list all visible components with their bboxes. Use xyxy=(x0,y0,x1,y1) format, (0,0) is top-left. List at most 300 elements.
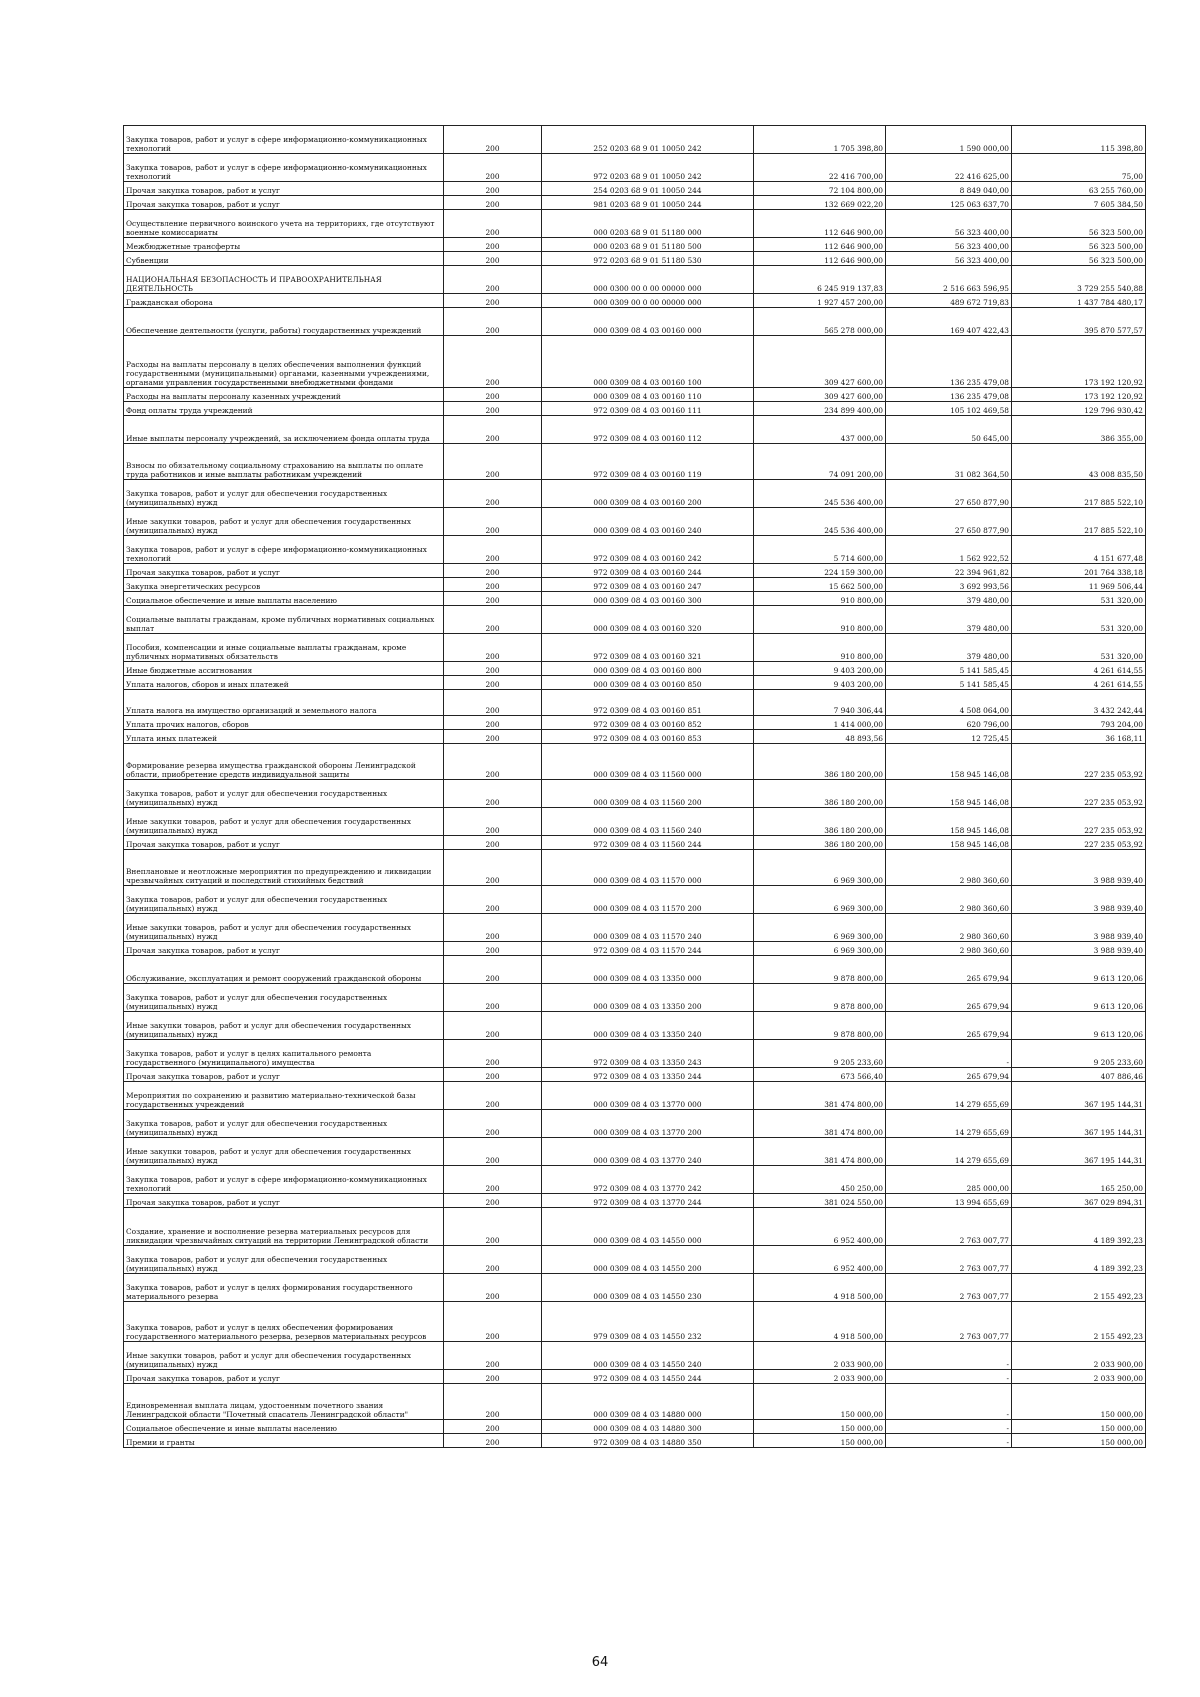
budget-class-code-cell: 000 0203 68 9 01 51180 000 xyxy=(542,210,754,238)
executed-amount-cell: 5 141 585,45 xyxy=(886,676,1012,690)
unexecuted-amount-cell: 3 988 939,40 xyxy=(1012,850,1146,886)
executed-amount-cell: 14 279 655,69 xyxy=(886,1138,1012,1166)
approved-amount-cell: 2 033 900,00 xyxy=(754,1370,886,1384)
executed-amount-cell: 379 480,00 xyxy=(886,606,1012,634)
table-row xyxy=(124,1138,1146,1166)
line-code-cell: 200 xyxy=(444,1302,542,1342)
budget-class-code-cell: 972 0309 08 4 03 14550 244 xyxy=(542,1370,754,1384)
unexecuted-amount-cell: 9 613 120,06 xyxy=(1012,956,1146,984)
executed-amount-cell: 158 945 146,08 xyxy=(886,808,1012,836)
row-name-cell: Внеплановые и неотложные мероприятия по предупреждению и ликвидации чрезвычайных ситуаций и последствий стихийных бедствий xyxy=(124,850,444,886)
executed-amount-cell: 2 980 360,60 xyxy=(886,942,1012,956)
table-row xyxy=(124,836,1146,850)
unexecuted-amount-cell: 367 195 144,31 xyxy=(1012,1110,1146,1138)
row-name-cell: Создание, хранение и восполнение резерва материальных ресурсов для ликвидации чрезвычайных ситуаций на территории Ленинградской области xyxy=(124,1208,444,1246)
table-row xyxy=(124,850,1146,886)
table-row xyxy=(124,716,1146,730)
table-row xyxy=(124,416,1146,444)
row-name-cell: Иные закупки товаров, работ и услуг для обеспечения государственных (муниципальных) нужд xyxy=(124,914,444,942)
line-code-cell: 200 xyxy=(444,336,542,388)
row-name-cell: Прочая закупка товаров, работ и услуг xyxy=(124,836,444,850)
budget-class-code-cell: 252 0203 68 9 01 10050 242 xyxy=(542,126,754,154)
executed-amount-cell: 265 679,94 xyxy=(886,984,1012,1012)
approved-amount-cell: 450 250,00 xyxy=(754,1166,886,1194)
unexecuted-amount-cell: 4 151 677,48 xyxy=(1012,536,1146,564)
table-row xyxy=(124,1420,1146,1434)
line-code-cell: 200 xyxy=(444,1274,542,1302)
budget-class-code-cell: 000 0309 08 4 03 11560 000 xyxy=(542,744,754,780)
line-code-cell: 200 xyxy=(444,780,542,808)
table-row xyxy=(124,1012,1146,1040)
line-code-cell: 200 xyxy=(444,606,542,634)
line-code-cell: 200 xyxy=(444,578,542,592)
approved-amount-cell: 910 800,00 xyxy=(754,634,886,662)
table-row xyxy=(124,1110,1146,1138)
executed-amount-cell: 265 679,94 xyxy=(886,1012,1012,1040)
budget-class-code-cell: 000 0309 00 0 00 00000 000 xyxy=(542,294,754,308)
approved-amount-cell: 48 893,56 xyxy=(754,730,886,744)
executed-amount-cell: 13 994 655,69 xyxy=(886,1194,1012,1208)
approved-amount-cell: 1 927 457 200,00 xyxy=(754,294,886,308)
budget-class-code-cell: 972 0309 08 4 03 13350 243 xyxy=(542,1040,754,1068)
row-name-cell: Прочая закупка товаров, работ и услуг xyxy=(124,942,444,956)
unexecuted-amount-cell: 367 195 144,31 xyxy=(1012,1082,1146,1110)
approved-amount-cell: 15 662 500,00 xyxy=(754,578,886,592)
unexecuted-amount-cell: 173 192 120,92 xyxy=(1012,388,1146,402)
unexecuted-amount-cell: 115 398,80 xyxy=(1012,126,1146,154)
table-row xyxy=(124,886,1146,914)
line-code-cell: 200 xyxy=(444,984,542,1012)
executed-amount-cell: 8 849 040,00 xyxy=(886,182,1012,196)
approved-amount-cell: 6 969 300,00 xyxy=(754,914,886,942)
unexecuted-amount-cell: 217 885 522,10 xyxy=(1012,508,1146,536)
budget-class-code-cell: 972 0309 08 4 03 00160 244 xyxy=(542,564,754,578)
unexecuted-amount-cell: 2 155 492,23 xyxy=(1012,1274,1146,1302)
table-row xyxy=(124,308,1146,336)
approved-amount-cell: 381 024 550,00 xyxy=(754,1194,886,1208)
unexecuted-amount-cell: 1 437 784 480,17 xyxy=(1012,294,1146,308)
unexecuted-amount-cell: 56 323 500,00 xyxy=(1012,238,1146,252)
executed-amount-cell: 56 323 400,00 xyxy=(886,238,1012,252)
row-name-cell: Закупка товаров, работ и услуг для обеспечения государственных (муниципальных) нужд xyxy=(124,886,444,914)
table-row xyxy=(124,154,1146,182)
approved-amount-cell: 381 474 800,00 xyxy=(754,1110,886,1138)
approved-amount-cell: 150 000,00 xyxy=(754,1384,886,1420)
table-row xyxy=(124,1384,1146,1420)
budget-execution-table-sheet xyxy=(123,125,1145,1448)
executed-amount-cell: 285 000,00 xyxy=(886,1166,1012,1194)
row-name-cell: Уплата налога на имущество организаций и земельного налога xyxy=(124,690,444,716)
approved-amount-cell: 309 427 600,00 xyxy=(754,336,886,388)
row-name-cell: НАЦИОНАЛЬНАЯ БЕЗОПАСНОСТЬ И ПРАВООХРАНИТЕЛЬНАЯ ДЕЯТЕЛЬНОСТЬ xyxy=(124,266,444,294)
approved-amount-cell: 4 918 500,00 xyxy=(754,1302,886,1342)
budget-class-code-cell: 972 0309 08 4 03 13350 244 xyxy=(542,1068,754,1082)
executed-amount-cell: - xyxy=(886,1040,1012,1068)
executed-amount-cell: 1 590 000,00 xyxy=(886,126,1012,154)
executed-amount-cell: 136 235 479,08 xyxy=(886,388,1012,402)
executed-amount-cell: 169 407 422,43 xyxy=(886,308,1012,336)
budget-class-code-cell: 000 0309 08 4 03 00160 200 xyxy=(542,480,754,508)
row-name-cell: Формирование резерва имущества гражданской обороны Ленинградской области, приобретение средств индивидуальной защиты xyxy=(124,744,444,780)
table-row xyxy=(124,1068,1146,1082)
approved-amount-cell: 386 180 200,00 xyxy=(754,780,886,808)
executed-amount-cell: 105 102 469,58 xyxy=(886,402,1012,416)
line-code-cell: 200 xyxy=(444,690,542,716)
budget-class-code-cell: 972 0309 08 4 03 00160 852 xyxy=(542,716,754,730)
line-code-cell: 200 xyxy=(444,182,542,196)
row-name-cell: Прочая закупка товаров, работ и услуг xyxy=(124,182,444,196)
approved-amount-cell: 9 403 200,00 xyxy=(754,662,886,676)
unexecuted-amount-cell: 173 192 120,92 xyxy=(1012,336,1146,388)
row-name-cell: Социальные выплаты гражданам, кроме публичных нормативных социальных выплат xyxy=(124,606,444,634)
budget-class-code-cell: 000 0309 08 4 03 11560 200 xyxy=(542,780,754,808)
executed-amount-cell: - xyxy=(886,1370,1012,1384)
unexecuted-amount-cell: 227 235 053,92 xyxy=(1012,808,1146,836)
table-row xyxy=(124,1434,1146,1448)
budget-class-code-cell: 254 0203 68 9 01 10050 244 xyxy=(542,182,754,196)
budget-class-code-cell: 972 0309 08 4 03 00160 321 xyxy=(542,634,754,662)
approved-amount-cell: 150 000,00 xyxy=(754,1420,886,1434)
line-code-cell: 200 xyxy=(444,634,542,662)
executed-amount-cell: 379 480,00 xyxy=(886,592,1012,606)
line-code-cell: 200 xyxy=(444,154,542,182)
executed-amount-cell: 2 980 360,60 xyxy=(886,914,1012,942)
line-code-cell: 200 xyxy=(444,662,542,676)
table-row xyxy=(124,1370,1146,1384)
approved-amount-cell: 74 091 200,00 xyxy=(754,444,886,480)
approved-amount-cell: 7 940 306,44 xyxy=(754,690,886,716)
budget-class-code-cell: 000 0309 08 4 03 13350 200 xyxy=(542,984,754,1012)
executed-amount-cell: - xyxy=(886,1384,1012,1420)
unexecuted-amount-cell: 4 189 392,23 xyxy=(1012,1246,1146,1274)
line-code-cell: 200 xyxy=(444,238,542,252)
row-name-cell: Иные бюджетные ассигнования xyxy=(124,662,444,676)
line-code-cell: 200 xyxy=(444,536,542,564)
table-row xyxy=(124,690,1146,716)
row-name-cell: Закупка товаров, работ и услуг в целях обеспечения формирования государственного материального резерва, резервов материальных ресурсов xyxy=(124,1302,444,1342)
executed-amount-cell: 27 650 877,90 xyxy=(886,508,1012,536)
executed-amount-cell: 56 323 400,00 xyxy=(886,252,1012,266)
unexecuted-amount-cell: 395 870 577,57 xyxy=(1012,308,1146,336)
line-code-cell: 200 xyxy=(444,676,542,690)
unexecuted-amount-cell: 217 885 522,10 xyxy=(1012,480,1146,508)
executed-amount-cell: 5 141 585,45 xyxy=(886,662,1012,676)
line-code-cell: 200 xyxy=(444,210,542,238)
budget-execution-table xyxy=(123,125,1146,1448)
executed-amount-cell: 265 679,94 xyxy=(886,1068,1012,1082)
table-row xyxy=(124,942,1146,956)
executed-amount-cell: 27 650 877,90 xyxy=(886,480,1012,508)
unexecuted-amount-cell: 63 255 760,00 xyxy=(1012,182,1146,196)
approved-amount-cell: 22 416 700,00 xyxy=(754,154,886,182)
executed-amount-cell: 2 980 360,60 xyxy=(886,850,1012,886)
budget-class-code-cell: 000 0309 08 4 03 14550 000 xyxy=(542,1208,754,1246)
row-name-cell: Иные закупки товаров, работ и услуг для обеспечения государственных (муниципальных) нужд xyxy=(124,808,444,836)
table-row xyxy=(124,402,1146,416)
approved-amount-cell: 150 000,00 xyxy=(754,1434,886,1448)
approved-amount-cell: 386 180 200,00 xyxy=(754,836,886,850)
table-row xyxy=(124,1194,1146,1208)
unexecuted-amount-cell: 531 320,00 xyxy=(1012,592,1146,606)
line-code-cell: 200 xyxy=(444,402,542,416)
table-row xyxy=(124,956,1146,984)
unexecuted-amount-cell: 56 323 500,00 xyxy=(1012,252,1146,266)
executed-amount-cell: 158 945 146,08 xyxy=(886,780,1012,808)
executed-amount-cell: 14 279 655,69 xyxy=(886,1082,1012,1110)
executed-amount-cell: 50 645,00 xyxy=(886,416,1012,444)
approved-amount-cell: 910 800,00 xyxy=(754,606,886,634)
approved-amount-cell: 309 427 600,00 xyxy=(754,388,886,402)
approved-amount-cell: 245 536 400,00 xyxy=(754,480,886,508)
line-code-cell: 200 xyxy=(444,1194,542,1208)
budget-class-code-cell: 000 0309 08 4 03 00160 000 xyxy=(542,308,754,336)
unexecuted-amount-cell: 150 000,00 xyxy=(1012,1384,1146,1420)
approved-amount-cell: 6 952 400,00 xyxy=(754,1246,886,1274)
table-row xyxy=(124,744,1146,780)
unexecuted-amount-cell: 3 988 939,40 xyxy=(1012,942,1146,956)
row-name-cell: Прочая закупка товаров, работ и услуг xyxy=(124,1370,444,1384)
unexecuted-amount-cell: 4 189 392,23 xyxy=(1012,1208,1146,1246)
unexecuted-amount-cell: 367 029 894,31 xyxy=(1012,1194,1146,1208)
approved-amount-cell: 6 952 400,00 xyxy=(754,1208,886,1246)
budget-class-code-cell: 000 0309 08 4 03 13770 240 xyxy=(542,1138,754,1166)
approved-amount-cell: 4 918 500,00 xyxy=(754,1274,886,1302)
unexecuted-amount-cell: 531 320,00 xyxy=(1012,634,1146,662)
unexecuted-amount-cell: 43 008 835,50 xyxy=(1012,444,1146,480)
approved-amount-cell: 1 705 398,80 xyxy=(754,126,886,154)
table-row xyxy=(124,480,1146,508)
approved-amount-cell: 9 878 800,00 xyxy=(754,956,886,984)
budget-class-code-cell: 972 0309 08 4 03 00160 119 xyxy=(542,444,754,480)
executed-amount-cell: 379 480,00 xyxy=(886,634,1012,662)
budget-class-code-cell: 972 0309 08 4 03 11560 244 xyxy=(542,836,754,850)
unexecuted-amount-cell: 9 613 120,06 xyxy=(1012,984,1146,1012)
executed-amount-cell: 2 516 663 596,95 xyxy=(886,266,1012,294)
executed-amount-cell: 22 394 961,82 xyxy=(886,564,1012,578)
budget-class-code-cell: 000 0309 08 4 03 00160 100 xyxy=(542,336,754,388)
row-name-cell: Закупка товаров, работ и услуг для обеспечения государственных (муниципальных) нужд xyxy=(124,780,444,808)
line-code-cell: 200 xyxy=(444,1342,542,1370)
unexecuted-amount-cell: 2 033 900,00 xyxy=(1012,1370,1146,1384)
unexecuted-amount-cell: 793 204,00 xyxy=(1012,716,1146,730)
executed-amount-cell: 136 235 479,08 xyxy=(886,336,1012,388)
row-name-cell: Обслуживание, эксплуатация и ремонт сооружений гражданской обороны xyxy=(124,956,444,984)
row-name-cell: Уплата налогов, сборов и иных платежей xyxy=(124,676,444,690)
executed-amount-cell: 4 508 064,00 xyxy=(886,690,1012,716)
table-row xyxy=(124,444,1146,480)
table-row xyxy=(124,336,1146,388)
table-row xyxy=(124,578,1146,592)
unexecuted-amount-cell: 165 250,00 xyxy=(1012,1166,1146,1194)
budget-class-code-cell: 972 0309 08 4 03 00160 853 xyxy=(542,730,754,744)
approved-amount-cell: 9 403 200,00 xyxy=(754,676,886,690)
executed-amount-cell: 31 082 364,50 xyxy=(886,444,1012,480)
budget-class-code-cell: 000 0309 08 4 03 14880 300 xyxy=(542,1420,754,1434)
approved-amount-cell: 2 033 900,00 xyxy=(754,1342,886,1370)
budget-class-code-cell: 000 0309 08 4 03 13350 240 xyxy=(542,1012,754,1040)
approved-amount-cell: 132 669 022,20 xyxy=(754,196,886,210)
line-code-cell: 200 xyxy=(444,196,542,210)
unexecuted-amount-cell: 227 235 053,92 xyxy=(1012,780,1146,808)
unexecuted-amount-cell: 56 323 500,00 xyxy=(1012,210,1146,238)
line-code-cell: 200 xyxy=(444,730,542,744)
row-name-cell: Иные закупки товаров, работ и услуг для обеспечения государственных (муниципальных) нужд xyxy=(124,1012,444,1040)
row-name-cell: Фонд оплаты труда учреждений xyxy=(124,402,444,416)
unexecuted-amount-cell: 129 796 930,42 xyxy=(1012,402,1146,416)
budget-class-code-cell: 000 0309 08 4 03 14550 230 xyxy=(542,1274,754,1302)
budget-class-code-cell: 000 0309 08 4 03 00160 850 xyxy=(542,676,754,690)
table-row xyxy=(124,182,1146,196)
unexecuted-amount-cell: 2 033 900,00 xyxy=(1012,1342,1146,1370)
budget-class-code-cell: 972 0203 68 9 01 10050 242 xyxy=(542,154,754,182)
executed-amount-cell: - xyxy=(886,1342,1012,1370)
table-row xyxy=(124,536,1146,564)
unexecuted-amount-cell: 2 155 492,23 xyxy=(1012,1302,1146,1342)
row-name-cell: Межбюджетные трансферты xyxy=(124,238,444,252)
row-name-cell: Премии и гранты xyxy=(124,1434,444,1448)
budget-class-code-cell: 000 0309 08 4 03 11570 200 xyxy=(542,886,754,914)
budget-class-code-cell: 981 0203 68 9 01 10050 244 xyxy=(542,196,754,210)
budget-class-code-cell: 972 0309 08 4 03 00160 851 xyxy=(542,690,754,716)
row-name-cell: Уплата прочих налогов, сборов xyxy=(124,716,444,730)
row-name-cell: Расходы на выплаты персоналу казенных учреждений xyxy=(124,388,444,402)
budget-class-code-cell: 972 0309 08 4 03 00160 111 xyxy=(542,402,754,416)
page-number: 64 xyxy=(591,1655,609,1670)
approved-amount-cell: 565 278 000,00 xyxy=(754,308,886,336)
budget-class-code-cell: 000 0203 68 9 01 51180 500 xyxy=(542,238,754,252)
table-row xyxy=(124,238,1146,252)
table-row xyxy=(124,914,1146,942)
table-row xyxy=(124,1082,1146,1110)
row-name-cell: Иные выплаты персоналу учреждений, за исключением фонда оплаты труда xyxy=(124,416,444,444)
budget-class-code-cell: 000 0309 08 4 03 13770 200 xyxy=(542,1110,754,1138)
unexecuted-amount-cell: 36 168,11 xyxy=(1012,730,1146,744)
row-name-cell: Социальное обеспечение и иные выплаты населению xyxy=(124,1420,444,1434)
line-code-cell: 200 xyxy=(444,1040,542,1068)
table-row xyxy=(124,780,1146,808)
table-row xyxy=(124,634,1146,662)
unexecuted-amount-cell: 9 205 233,60 xyxy=(1012,1040,1146,1068)
budget-class-code-cell: 000 0309 08 4 03 00160 300 xyxy=(542,592,754,606)
unexecuted-amount-cell: 367 195 144,31 xyxy=(1012,1138,1146,1166)
table-row xyxy=(124,1302,1146,1342)
approved-amount-cell: 234 899 400,00 xyxy=(754,402,886,416)
row-name-cell: Иные закупки товаров, работ и услуг для обеспечения государственных (муниципальных) нужд xyxy=(124,508,444,536)
line-code-cell: 200 xyxy=(444,850,542,886)
row-name-cell: Осуществление первичного воинского учета на территориях, где отсутствуют военные комиссариаты xyxy=(124,210,444,238)
table-row xyxy=(124,196,1146,210)
unexecuted-amount-cell: 11 969 506,44 xyxy=(1012,578,1146,592)
approved-amount-cell: 9 878 800,00 xyxy=(754,984,886,1012)
row-name-cell: Пособия, компенсации и иные социальные выплаты гражданам, кроме публичных нормативных обязательств xyxy=(124,634,444,662)
unexecuted-amount-cell: 7 605 384,50 xyxy=(1012,196,1146,210)
table-row xyxy=(124,1040,1146,1068)
budget-class-code-cell: 000 0300 00 0 00 00000 000 xyxy=(542,266,754,294)
line-code-cell: 200 xyxy=(444,252,542,266)
line-code-cell: 200 xyxy=(444,808,542,836)
unexecuted-amount-cell: 386 355,00 xyxy=(1012,416,1146,444)
line-code-cell: 200 xyxy=(444,1208,542,1246)
executed-amount-cell: 2 763 007,77 xyxy=(886,1274,1012,1302)
unexecuted-amount-cell: 531 320,00 xyxy=(1012,606,1146,634)
line-code-cell: 200 xyxy=(444,1068,542,1082)
row-name-cell: Уплата иных платежей xyxy=(124,730,444,744)
budget-class-code-cell: 000 0309 08 4 03 00160 110 xyxy=(542,388,754,402)
table-row xyxy=(124,126,1146,154)
line-code-cell: 200 xyxy=(444,388,542,402)
executed-amount-cell: 265 679,94 xyxy=(886,956,1012,984)
line-code-cell: 200 xyxy=(444,1384,542,1420)
table-row xyxy=(124,388,1146,402)
unexecuted-amount-cell: 75,00 xyxy=(1012,154,1146,182)
row-name-cell: Закупка товаров, работ и услуг в целях капитального ремонта государственного (муниципального) имущества xyxy=(124,1040,444,1068)
line-code-cell: 200 xyxy=(444,1246,542,1274)
row-name-cell: Мероприятия по сохранению и развитию материально-технической базы государственных учреждений xyxy=(124,1082,444,1110)
approved-amount-cell: 381 474 800,00 xyxy=(754,1138,886,1166)
executed-amount-cell: 12 725,45 xyxy=(886,730,1012,744)
row-name-cell: Субвенции xyxy=(124,252,444,266)
approved-amount-cell: 6 245 919 137,83 xyxy=(754,266,886,294)
line-code-cell: 200 xyxy=(444,444,542,480)
budget-class-code-cell: 000 0309 08 4 03 00160 800 xyxy=(542,662,754,676)
table-row xyxy=(124,592,1146,606)
row-name-cell: Прочая закупка товаров, работ и услуг xyxy=(124,196,444,210)
approved-amount-cell: 9 205 233,60 xyxy=(754,1040,886,1068)
table-row xyxy=(124,564,1146,578)
executed-amount-cell: 2 763 007,77 xyxy=(886,1208,1012,1246)
row-name-cell: Социальное обеспечение и иные выплаты населению xyxy=(124,592,444,606)
executed-amount-cell: 620 796,00 xyxy=(886,716,1012,730)
table-row xyxy=(124,1274,1146,1302)
unexecuted-amount-cell: 201 764 338,18 xyxy=(1012,564,1146,578)
unexecuted-amount-cell: 150 000,00 xyxy=(1012,1420,1146,1434)
approved-amount-cell: 112 646 900,00 xyxy=(754,238,886,252)
table-row xyxy=(124,1342,1146,1370)
row-name-cell: Иные закупки товаров, работ и услуг для обеспечения государственных (муниципальных) нужд xyxy=(124,1138,444,1166)
budget-class-code-cell: 000 0309 08 4 03 11560 240 xyxy=(542,808,754,836)
table-row xyxy=(124,662,1146,676)
executed-amount-cell: 125 063 637,70 xyxy=(886,196,1012,210)
row-name-cell: Закупка товаров, работ и услуг в целях формирования государственного материального резерва xyxy=(124,1274,444,1302)
executed-amount-cell: - xyxy=(886,1420,1012,1434)
table-row xyxy=(124,606,1146,634)
approved-amount-cell: 386 180 200,00 xyxy=(754,744,886,780)
row-name-cell: Иные закупки товаров, работ и услуг для обеспечения государственных (муниципальных) нужд xyxy=(124,1342,444,1370)
executed-amount-cell: 1 562 922,52 xyxy=(886,536,1012,564)
row-name-cell: Закупка товаров, работ и услуг в сфере информационно-коммуникационных технологий xyxy=(124,154,444,182)
table-row xyxy=(124,252,1146,266)
table-body xyxy=(124,126,1146,1448)
line-code-cell: 200 xyxy=(444,886,542,914)
budget-class-code-cell: 972 0309 08 4 03 13770 242 xyxy=(542,1166,754,1194)
approved-amount-cell: 910 800,00 xyxy=(754,592,886,606)
executed-amount-cell: 489 672 719,83 xyxy=(886,294,1012,308)
budget-class-code-cell: 972 0309 08 4 03 11570 244 xyxy=(542,942,754,956)
table-row xyxy=(124,1246,1146,1274)
budget-class-code-cell: 972 0309 08 4 03 13770 244 xyxy=(542,1194,754,1208)
table-row xyxy=(124,676,1146,690)
budget-class-code-cell: 979 0309 08 4 03 14550 232 xyxy=(542,1302,754,1342)
line-code-cell: 200 xyxy=(444,716,542,730)
approved-amount-cell: 6 969 300,00 xyxy=(754,886,886,914)
line-code-cell: 200 xyxy=(444,308,542,336)
budget-class-code-cell: 972 0203 68 9 01 51180 530 xyxy=(542,252,754,266)
row-name-cell: Обеспечение деятельности (услуги, работы) государственных учреждений xyxy=(124,308,444,336)
row-name-cell: Расходы на выплаты персоналу в целях обеспечения выполнения функций государственными (муниципальными) органами, казенными учреждениями, органами управления государственными внебюджетными фондами xyxy=(124,336,444,388)
budget-class-code-cell: 000 0309 08 4 03 13770 000 xyxy=(542,1082,754,1110)
budget-class-code-cell: 000 0309 08 4 03 11570 240 xyxy=(542,914,754,942)
budget-class-code-cell: 000 0309 08 4 03 00160 240 xyxy=(542,508,754,536)
